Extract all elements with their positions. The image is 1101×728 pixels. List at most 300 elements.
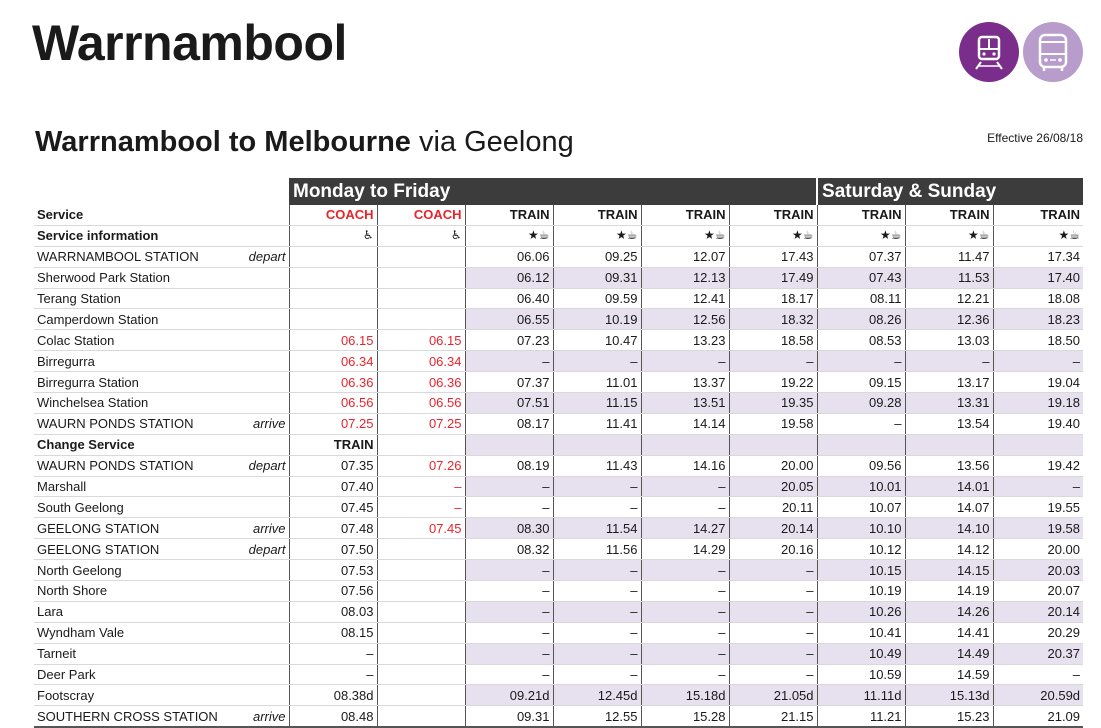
route-name: Warrnambool to Melbourne bbox=[35, 126, 411, 158]
departure-time: 08.19 bbox=[465, 455, 553, 476]
departure-time: – bbox=[465, 581, 553, 602]
departure-time: 12.07 bbox=[641, 246, 729, 267]
departure-time: 19.22 bbox=[729, 372, 817, 393]
departure-time: 12.56 bbox=[641, 309, 729, 330]
service-type: TRAIN bbox=[905, 205, 993, 225]
departure-time: 17.43 bbox=[729, 246, 817, 267]
change-service-type bbox=[817, 434, 905, 455]
station-cell bbox=[34, 518, 289, 539]
effective-date: Effective 26/08/18 bbox=[987, 131, 1083, 145]
station-name: GEELONG STATION bbox=[37, 541, 160, 557]
departure-time: 13.23 bbox=[641, 330, 729, 351]
service-type: TRAIN bbox=[641, 205, 729, 225]
departure-time bbox=[377, 601, 465, 622]
departure-time: – bbox=[641, 664, 729, 685]
timetable-row bbox=[34, 455, 1083, 476]
departure-time: 14.12 bbox=[905, 539, 993, 560]
service-type: TRAIN bbox=[993, 205, 1083, 225]
departure-time: – bbox=[465, 601, 553, 622]
change-service-row bbox=[34, 434, 1083, 455]
departure-time: 20.29 bbox=[993, 622, 1083, 643]
departure-time bbox=[289, 267, 377, 288]
departure-time bbox=[377, 539, 465, 560]
station-name: North Geelong bbox=[37, 562, 122, 578]
departure-time: 13.17 bbox=[905, 372, 993, 393]
departure-time: 13.31 bbox=[905, 393, 993, 414]
station-name: SOUTHERN CROSS STATION bbox=[37, 708, 218, 724]
stop-action: arrive bbox=[252, 708, 286, 724]
departure-time: – bbox=[553, 476, 641, 497]
departure-time: – bbox=[729, 622, 817, 643]
departure-time: 06.40 bbox=[465, 288, 553, 309]
station-cell bbox=[34, 309, 289, 330]
departure-time: – bbox=[641, 643, 729, 664]
departure-time: – bbox=[905, 351, 993, 372]
station-cell bbox=[34, 664, 289, 685]
departure-time: 21.09 bbox=[993, 706, 1083, 727]
timetable-row bbox=[34, 497, 1083, 518]
departure-time: 14.14 bbox=[641, 413, 729, 434]
service-type: COACH bbox=[377, 205, 465, 225]
departure-time: – bbox=[641, 581, 729, 602]
departure-time: – bbox=[465, 622, 553, 643]
station-name: Deer Park bbox=[37, 667, 96, 683]
change-service-type bbox=[465, 434, 553, 455]
station-cell bbox=[34, 601, 289, 622]
departure-time: 11.01 bbox=[553, 372, 641, 393]
station-name: WAURN PONDS STATION bbox=[37, 458, 194, 474]
station-name: Birregurra bbox=[37, 353, 95, 369]
departure-time: 07.37 bbox=[817, 246, 905, 267]
catering-icon: ★☕ bbox=[817, 225, 905, 246]
departure-time: – bbox=[641, 601, 729, 622]
departure-time: 08.03 bbox=[289, 601, 377, 622]
departure-time: – bbox=[993, 476, 1083, 497]
departure-time bbox=[289, 288, 377, 309]
timetable-row bbox=[34, 393, 1083, 414]
change-service-type bbox=[377, 434, 465, 455]
departure-time: 08.30 bbox=[465, 518, 553, 539]
departure-time: 17.49 bbox=[729, 267, 817, 288]
departure-time: 12.36 bbox=[905, 309, 993, 330]
departure-time: 12.55 bbox=[553, 706, 641, 727]
station-cell bbox=[34, 539, 289, 560]
departure-time: 19.35 bbox=[729, 393, 817, 414]
departure-time: 18.23 bbox=[993, 309, 1083, 330]
station-name: Colac Station bbox=[37, 332, 115, 348]
departure-time: 15.28 bbox=[641, 706, 729, 727]
departure-time: 07.35 bbox=[289, 455, 377, 476]
station-name: Sherwood Park Station bbox=[37, 270, 170, 286]
departure-time: – bbox=[553, 622, 641, 643]
departure-time: 10.49 bbox=[817, 643, 905, 664]
departure-time: – bbox=[553, 560, 641, 581]
departure-time: 20.11 bbox=[729, 497, 817, 518]
service-type: TRAIN bbox=[817, 205, 905, 225]
departure-time: 10.41 bbox=[817, 622, 905, 643]
station-cell bbox=[34, 288, 289, 309]
departure-time: 14.16 bbox=[641, 455, 729, 476]
departure-time: 12.45d bbox=[553, 685, 641, 706]
departure-time bbox=[377, 664, 465, 685]
service-info-label: Service information bbox=[34, 225, 289, 246]
departure-time: 14.59 bbox=[905, 664, 993, 685]
departure-time bbox=[377, 581, 465, 602]
service-type: TRAIN bbox=[553, 205, 641, 225]
departure-time: 19.40 bbox=[993, 413, 1083, 434]
station-name: Tarneit bbox=[37, 646, 77, 662]
departure-time: 14.27 bbox=[641, 518, 729, 539]
departure-time: 19.18 bbox=[993, 393, 1083, 414]
departure-time: 09.59 bbox=[553, 288, 641, 309]
departure-time: 10.12 bbox=[817, 539, 905, 560]
station-cell bbox=[34, 393, 289, 414]
departure-time: 06.55 bbox=[465, 309, 553, 330]
departure-time: 07.53 bbox=[289, 560, 377, 581]
departure-time: 18.17 bbox=[729, 288, 817, 309]
departure-time: – bbox=[553, 351, 641, 372]
change-service-type: TRAIN bbox=[289, 434, 377, 455]
departure-time: – bbox=[553, 581, 641, 602]
departure-time: 18.58 bbox=[729, 330, 817, 351]
departure-time: – bbox=[465, 351, 553, 372]
departure-time: 20.59d bbox=[993, 685, 1083, 706]
departure-time: – bbox=[553, 601, 641, 622]
departure-time: 09.25 bbox=[553, 246, 641, 267]
timetable-row bbox=[34, 664, 1083, 685]
timetable-row bbox=[34, 539, 1083, 560]
departure-time: – bbox=[993, 351, 1083, 372]
timetable-row bbox=[34, 706, 1083, 727]
departure-time: 06.56 bbox=[377, 393, 465, 414]
departure-time bbox=[377, 560, 465, 581]
departure-time: 06.34 bbox=[289, 351, 377, 372]
departure-time: 10.19 bbox=[817, 581, 905, 602]
departure-time: – bbox=[377, 497, 465, 518]
stop-action: depart bbox=[248, 249, 286, 265]
weekday-header: Monday to Friday bbox=[289, 178, 817, 205]
departure-time: 14.29 bbox=[641, 539, 729, 560]
departure-time: 07.45 bbox=[377, 518, 465, 539]
departure-time: 20.14 bbox=[729, 518, 817, 539]
timetable-body bbox=[34, 205, 1083, 727]
station-cell bbox=[34, 497, 289, 518]
catering-icon: ★☕ bbox=[641, 225, 729, 246]
weekend-header: Saturday & Sunday bbox=[817, 178, 1083, 205]
departure-time: 20.37 bbox=[993, 643, 1083, 664]
timetable-row bbox=[34, 351, 1083, 372]
station-cell bbox=[34, 685, 289, 706]
departure-time: 08.53 bbox=[817, 330, 905, 351]
departure-time: 18.50 bbox=[993, 330, 1083, 351]
departure-time: 06.34 bbox=[377, 351, 465, 372]
departure-time: 11.11d bbox=[817, 685, 905, 706]
departure-time: 20.05 bbox=[729, 476, 817, 497]
departure-time: 07.23 bbox=[465, 330, 553, 351]
departure-time: 07.37 bbox=[465, 372, 553, 393]
service-label: Service bbox=[34, 205, 289, 225]
train-icon bbox=[959, 22, 1019, 82]
departure-time: 19.58 bbox=[993, 518, 1083, 539]
departure-time: 11.56 bbox=[553, 539, 641, 560]
departure-time bbox=[377, 246, 465, 267]
departure-time: 07.43 bbox=[817, 267, 905, 288]
station-cell bbox=[34, 560, 289, 581]
service-type: COACH bbox=[289, 205, 377, 225]
station-cell bbox=[34, 330, 289, 351]
departure-time: 13.51 bbox=[641, 393, 729, 414]
departure-time bbox=[289, 309, 377, 330]
departure-time: – bbox=[729, 664, 817, 685]
station-cell bbox=[34, 455, 289, 476]
departure-time bbox=[377, 309, 465, 330]
departure-time bbox=[289, 246, 377, 267]
departure-time: 20.16 bbox=[729, 539, 817, 560]
stop-action: depart bbox=[248, 458, 286, 474]
departure-time: 06.06 bbox=[465, 246, 553, 267]
departure-time: – bbox=[553, 664, 641, 685]
departure-time: 07.25 bbox=[289, 413, 377, 434]
departure-time: – bbox=[641, 560, 729, 581]
departure-time: 06.15 bbox=[377, 330, 465, 351]
stop-action: arrive bbox=[252, 520, 286, 536]
catering-icon: ★☕ bbox=[553, 225, 641, 246]
departure-time: 14.41 bbox=[905, 622, 993, 643]
departure-time: 12.41 bbox=[641, 288, 729, 309]
station-cell bbox=[34, 643, 289, 664]
departure-time: 14.49 bbox=[905, 643, 993, 664]
departure-time: – bbox=[641, 476, 729, 497]
station-name: Lara bbox=[37, 604, 64, 620]
timetable-row bbox=[34, 476, 1083, 497]
departure-time: – bbox=[553, 643, 641, 664]
timetable-row bbox=[34, 267, 1083, 288]
station-name: WARRNAMBOOL STATION bbox=[37, 249, 199, 265]
departure-time: – bbox=[553, 497, 641, 518]
service-type: TRAIN bbox=[465, 205, 553, 225]
station-cell bbox=[34, 413, 289, 434]
departure-time: 14.07 bbox=[905, 497, 993, 518]
departure-time: – bbox=[641, 497, 729, 518]
departure-time: 15.13d bbox=[905, 685, 993, 706]
change-service-type bbox=[729, 434, 817, 455]
stop-action: arrive bbox=[252, 416, 286, 432]
departure-time: 18.08 bbox=[993, 288, 1083, 309]
departure-time: 08.15 bbox=[289, 622, 377, 643]
departure-time bbox=[377, 267, 465, 288]
departure-time: 20.00 bbox=[729, 455, 817, 476]
station-cell bbox=[34, 351, 289, 372]
departure-time: 19.42 bbox=[993, 455, 1083, 476]
timetable-row bbox=[34, 288, 1083, 309]
departure-time: 07.50 bbox=[289, 539, 377, 560]
station-cell bbox=[34, 372, 289, 393]
departure-time: 10.26 bbox=[817, 601, 905, 622]
departure-time: 08.38d bbox=[289, 685, 377, 706]
departure-time: 21.05d bbox=[729, 685, 817, 706]
route-via: via Geelong bbox=[410, 126, 574, 158]
station-name: Wyndham Vale bbox=[37, 625, 125, 641]
station-cell bbox=[34, 246, 289, 267]
departure-time: 07.25 bbox=[377, 413, 465, 434]
service-row bbox=[34, 205, 1083, 225]
station-name: South Geelong bbox=[37, 499, 124, 515]
departure-time: 19.55 bbox=[993, 497, 1083, 518]
departure-time: 09.56 bbox=[817, 455, 905, 476]
accessible-icon: ♿ bbox=[377, 225, 465, 246]
departure-time: 07.26 bbox=[377, 455, 465, 476]
route-subtitle bbox=[35, 126, 574, 159]
departure-time bbox=[377, 622, 465, 643]
departure-time: 20.00 bbox=[993, 539, 1083, 560]
catering-icon: ★☕ bbox=[729, 225, 817, 246]
departure-time: 09.28 bbox=[817, 393, 905, 414]
timetable-row bbox=[34, 601, 1083, 622]
departure-time: 10.07 bbox=[817, 497, 905, 518]
timetable bbox=[34, 178, 1083, 728]
timetable-row bbox=[34, 413, 1083, 434]
departure-time: 11.15 bbox=[553, 393, 641, 414]
departure-time: – bbox=[817, 351, 905, 372]
change-service-label: Change Service bbox=[34, 434, 289, 455]
departure-time: – bbox=[465, 497, 553, 518]
station-cell bbox=[34, 267, 289, 288]
departure-time: 06.36 bbox=[377, 372, 465, 393]
station-name: Marshall bbox=[37, 479, 87, 495]
departure-time: – bbox=[465, 643, 553, 664]
departure-time: – bbox=[729, 581, 817, 602]
departure-time bbox=[377, 685, 465, 706]
departure-time: 09.31 bbox=[553, 267, 641, 288]
departure-time: 08.48 bbox=[289, 706, 377, 727]
station-cell bbox=[34, 476, 289, 497]
departure-time: 07.40 bbox=[289, 476, 377, 497]
departure-time: 15.23 bbox=[905, 706, 993, 727]
catering-icon: ★☕ bbox=[465, 225, 553, 246]
departure-time: 07.56 bbox=[289, 581, 377, 602]
departure-time: 15.18d bbox=[641, 685, 729, 706]
departure-time: 19.04 bbox=[993, 372, 1083, 393]
departure-time: 14.10 bbox=[905, 518, 993, 539]
stop-action: depart bbox=[248, 541, 286, 557]
departure-time: 09.31 bbox=[465, 706, 553, 727]
departure-time: – bbox=[465, 664, 553, 685]
timetable-row bbox=[34, 622, 1083, 643]
service-type: TRAIN bbox=[729, 205, 817, 225]
departure-time: – bbox=[729, 560, 817, 581]
departure-time: 10.10 bbox=[817, 518, 905, 539]
departure-time: – bbox=[729, 643, 817, 664]
departure-time: 08.11 bbox=[817, 288, 905, 309]
timetable-row bbox=[34, 560, 1083, 581]
departure-time: 18.32 bbox=[729, 309, 817, 330]
departure-time: – bbox=[993, 664, 1083, 685]
departure-time: 07.45 bbox=[289, 497, 377, 518]
departure-time: 11.41 bbox=[553, 413, 641, 434]
catering-icon: ★☕ bbox=[993, 225, 1083, 246]
departure-time: 17.40 bbox=[993, 267, 1083, 288]
accessible-icon: ♿ bbox=[289, 225, 377, 246]
departure-time: – bbox=[465, 560, 553, 581]
departure-time: 10.19 bbox=[553, 309, 641, 330]
departure-time: 08.32 bbox=[465, 539, 553, 560]
departure-time: 08.17 bbox=[465, 413, 553, 434]
departure-time bbox=[377, 643, 465, 664]
departure-time: 20.07 bbox=[993, 581, 1083, 602]
page-title: Warrnambool bbox=[32, 15, 347, 71]
station-cell bbox=[34, 581, 289, 602]
departure-time: 09.21d bbox=[465, 685, 553, 706]
change-service-type bbox=[553, 434, 641, 455]
bus-icon bbox=[1023, 22, 1083, 82]
departure-time: 10.15 bbox=[817, 560, 905, 581]
station-name: GEELONG STATION bbox=[37, 520, 160, 536]
timetable-row bbox=[34, 330, 1083, 351]
departure-time: 17.34 bbox=[993, 246, 1083, 267]
departure-time: 19.58 bbox=[729, 413, 817, 434]
departure-time: – bbox=[641, 622, 729, 643]
departure-time: 10.01 bbox=[817, 476, 905, 497]
departure-time: 10.47 bbox=[553, 330, 641, 351]
departure-time: 11.21 bbox=[817, 706, 905, 727]
station-name: Terang Station bbox=[37, 291, 121, 306]
departure-time: – bbox=[289, 664, 377, 685]
departure-time: – bbox=[377, 476, 465, 497]
departure-time: 12.21 bbox=[905, 288, 993, 309]
departure-time: 11.43 bbox=[553, 455, 641, 476]
departure-time: 13.54 bbox=[905, 413, 993, 434]
departure-time: 10.59 bbox=[817, 664, 905, 685]
departure-time: – bbox=[729, 351, 817, 372]
service-info-row bbox=[34, 225, 1083, 246]
departure-time: 14.19 bbox=[905, 581, 993, 602]
departure-time: 13.56 bbox=[905, 455, 993, 476]
timetable-row bbox=[34, 581, 1083, 602]
station-name: North Shore bbox=[37, 583, 108, 599]
departure-time bbox=[377, 706, 465, 727]
timetable-row bbox=[34, 246, 1083, 267]
departure-time: 13.37 bbox=[641, 372, 729, 393]
departure-time: 07.51 bbox=[465, 393, 553, 414]
change-service-type bbox=[993, 434, 1083, 455]
timetable-row bbox=[34, 518, 1083, 539]
departure-time: 08.26 bbox=[817, 309, 905, 330]
departure-time: – bbox=[817, 413, 905, 434]
departure-time: – bbox=[289, 643, 377, 664]
departure-time: 11.47 bbox=[905, 246, 993, 267]
station-name: Winchelsea Station bbox=[37, 395, 149, 411]
departure-time: – bbox=[729, 601, 817, 622]
change-service-type bbox=[905, 434, 993, 455]
departure-time: 06.36 bbox=[289, 372, 377, 393]
change-service-type bbox=[641, 434, 729, 455]
departure-time bbox=[377, 288, 465, 309]
station-name: WAURN PONDS STATION bbox=[37, 416, 194, 432]
departure-time: 13.03 bbox=[905, 330, 993, 351]
departure-time: 06.15 bbox=[289, 330, 377, 351]
departure-time: 14.26 bbox=[905, 601, 993, 622]
departure-time: 06.56 bbox=[289, 393, 377, 414]
station-name: Birregurra Station bbox=[37, 374, 139, 390]
departure-time: 12.13 bbox=[641, 267, 729, 288]
timetable-row bbox=[34, 685, 1083, 706]
departure-time: – bbox=[465, 476, 553, 497]
catering-icon: ★☕ bbox=[905, 225, 993, 246]
station-name: Camperdown Station bbox=[37, 311, 159, 327]
timetable-row bbox=[34, 643, 1083, 664]
departure-time: 21.15 bbox=[729, 706, 817, 727]
departure-time: 06.12 bbox=[465, 267, 553, 288]
